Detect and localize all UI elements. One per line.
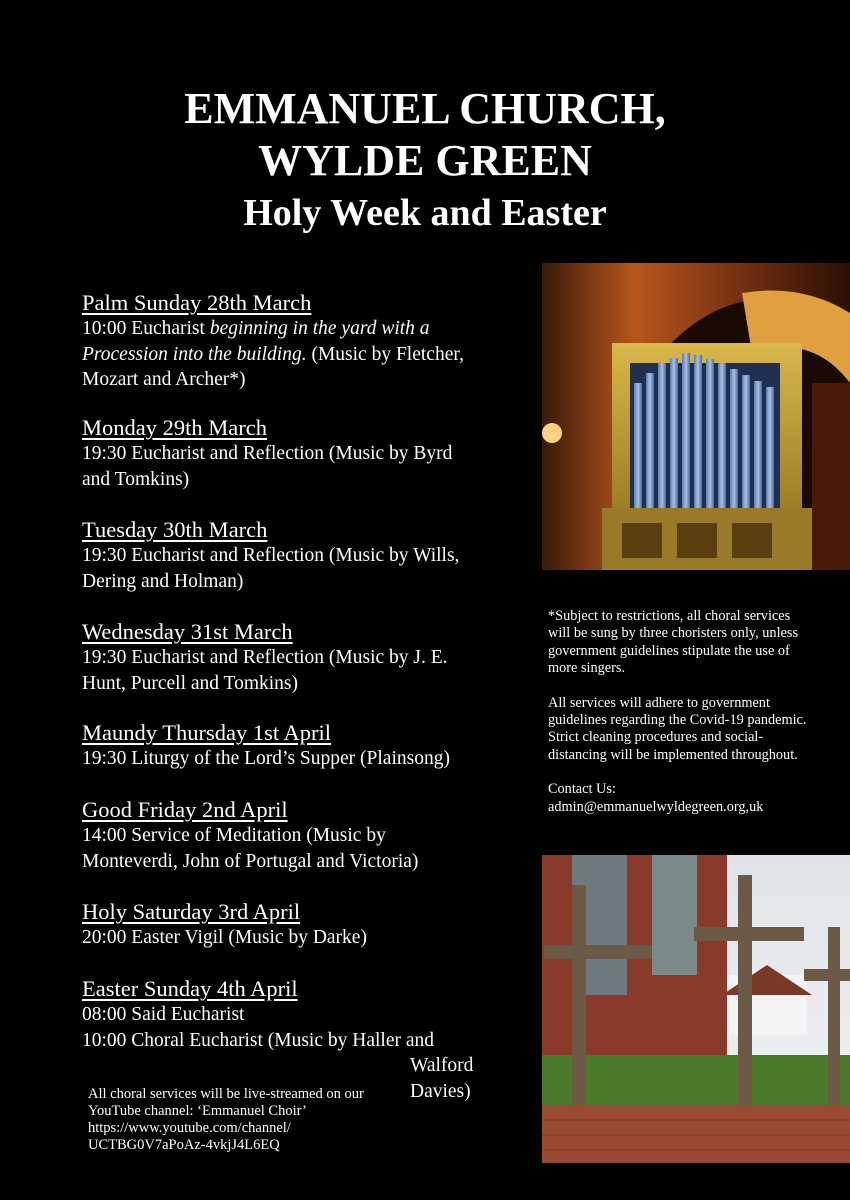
note-line: All services will adhere to government bbox=[548, 694, 770, 711]
church-organ-photo bbox=[542, 263, 850, 570]
service-entry-maundy-thursday bbox=[82, 720, 522, 772]
service-entry-wednesday bbox=[82, 619, 522, 696]
service-detail: 10:00 Choral Eucharist (Music by Haller and bbox=[82, 1029, 434, 1051]
service-day: Monday 29th March bbox=[82, 415, 267, 440]
youtube-channel-id[interactable]: UCTBG0V7aPoAz-4vkjJ4L6EQ bbox=[88, 1137, 280, 1153]
note-line: government guidelines stipulate the use of bbox=[548, 642, 790, 659]
note-line: will be sung by three choristers only, unless bbox=[548, 625, 799, 642]
service-day: Holy Saturday 3rd April bbox=[82, 899, 301, 924]
service-detail: 08:00 Said Eucharist bbox=[82, 1004, 245, 1025]
note-line: distancing will be implemented throughout. bbox=[548, 746, 798, 763]
note-line: guidelines regarding the Covid-19 pandemic. bbox=[548, 712, 807, 729]
service-note-italic: beginning in the yard with a bbox=[209, 318, 430, 339]
service-day: Easter Sunday 4th April bbox=[82, 976, 298, 1001]
contact-note bbox=[548, 781, 838, 816]
restrictions-note bbox=[548, 608, 838, 678]
livestream-line: YouTube channel: ‘Emmanuel Choir’ bbox=[88, 1103, 307, 1119]
note-line: Strict cleaning procedures and social- bbox=[548, 729, 764, 746]
note-line: more singers. bbox=[548, 660, 626, 677]
church-location: WYLDE GREEN bbox=[258, 136, 592, 185]
contact-label: Contact Us: bbox=[548, 781, 616, 798]
service-day: Tuesday 30th March bbox=[82, 517, 268, 542]
service-detail: 19:30 Eucharist and Reflection (Music by Wills, bbox=[82, 545, 460, 566]
service-notes bbox=[548, 608, 838, 833]
service-detail: and Tomkins) bbox=[82, 468, 190, 490]
service-entry-monday bbox=[82, 415, 522, 492]
service-entry-tuesday bbox=[82, 517, 522, 594]
service-detail: 19:30 Eucharist and Reflection (Music by Byrd bbox=[82, 443, 453, 464]
covid-note bbox=[548, 695, 838, 765]
service-detail: 14:00 Service of Meditation (Music by bbox=[82, 825, 386, 846]
service-music: (Music by Fletcher, bbox=[306, 343, 464, 365]
wooden-crosses-photo bbox=[542, 855, 850, 1163]
church-name: EMMANUEL CHURCH, bbox=[184, 84, 666, 133]
livestream-note bbox=[88, 1086, 418, 1154]
service-time: 10:00 Eucharist bbox=[82, 318, 210, 339]
service-detail: Davies) bbox=[410, 1080, 471, 1102]
service-note-italic: Procession into the building. bbox=[82, 343, 307, 365]
contact-email[interactable]: admin@emmanuelwyldegreen.org,uk bbox=[548, 798, 764, 815]
service-day: Wednesday 31st March bbox=[82, 619, 293, 644]
service-day: Good Friday 2nd April bbox=[82, 797, 288, 822]
livestream-line: All choral services will be live-streamed on our bbox=[88, 1086, 364, 1102]
service-day: Maundy Thursday 1st April bbox=[82, 720, 331, 745]
service-detail: 19:30 Eucharist and Reflection (Music by J. E. bbox=[82, 647, 448, 668]
service-detail: Mozart and Archer*) bbox=[82, 369, 246, 390]
service-entry-holy-saturday bbox=[82, 899, 522, 951]
service-entry-palm-sunday bbox=[82, 290, 522, 393]
service-detail: Dering and Holman) bbox=[82, 570, 244, 592]
page-subtitle: Holy Week and Easter bbox=[243, 192, 607, 234]
service-detail: 20:00 Easter Vigil (Music by Darke) bbox=[82, 927, 367, 948]
service-detail: Walford bbox=[410, 1055, 474, 1076]
service-detail bbox=[82, 342, 522, 368]
service-detail: 19:30 Liturgy of the Lord’s Supper (Plainsong) bbox=[82, 748, 450, 769]
youtube-link[interactable]: https://www.youtube.com/channel/ bbox=[88, 1120, 291, 1136]
service-detail: Monteverdi, John of Portugal and Victoria) bbox=[82, 850, 419, 872]
service-detail bbox=[82, 316, 522, 342]
service-detail: Hunt, Purcell and Tomkins) bbox=[82, 672, 299, 694]
service-entry-easter-sunday bbox=[82, 976, 522, 1104]
service-day: Palm Sunday 28th March bbox=[82, 290, 312, 315]
note-line: *Subject to restrictions, all choral services bbox=[548, 608, 791, 624]
service-entry-good-friday bbox=[82, 797, 522, 874]
